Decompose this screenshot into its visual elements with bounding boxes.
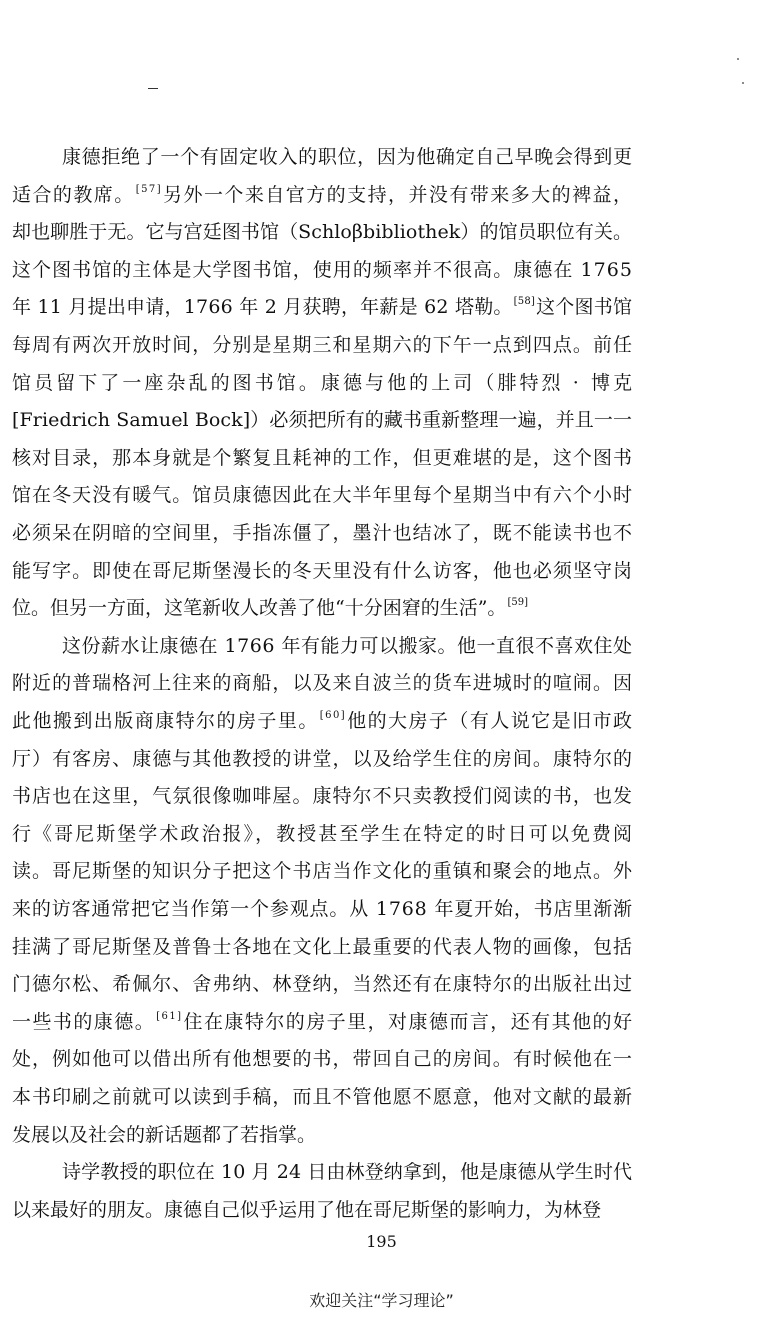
text-line xyxy=(12,1085,633,1109)
text-segment: 诗学教授的职位在 10 月 24 日由林登纳拿到，他是康德从学生时代 xyxy=(62,1161,633,1184)
footer-note: 欢迎关注“学习理论” xyxy=(309,1291,454,1310)
footnote-marker[interactable]: [57] xyxy=(135,183,163,195)
footnote-marker[interactable]: [61] xyxy=(156,1010,183,1022)
text-line xyxy=(12,1198,601,1222)
text-line xyxy=(12,784,633,808)
text-line xyxy=(12,596,529,620)
footnote-marker[interactable]: [58] xyxy=(513,296,536,308)
footnote-marker[interactable]: [59] xyxy=(507,597,528,609)
text-segment: 必须呆在阴暗的空间里，手指冻僵了，墨汁也结冰了，既不能读书也不 xyxy=(12,522,634,544)
text-line xyxy=(12,446,633,470)
text-line xyxy=(12,859,633,883)
text-line xyxy=(12,220,632,244)
text-line xyxy=(12,371,635,395)
text-line xyxy=(12,258,633,282)
text-segment: 能写字。即使在哥尼斯堡漫长的冬天里没有什么访客，他也必须坚守岗 xyxy=(12,559,634,582)
text-line xyxy=(12,1047,633,1071)
text-segment: 核对目录，那本身就是个繁复且耗神的工作，但更难堪的是，这个图书 xyxy=(12,446,634,469)
text-segment: [Friedrich Samuel Bock]）必须把所有的藏书重新整理一遍，并且一一 xyxy=(12,409,633,432)
text-segment: 此他搬到出版商康特尔的房子里。 xyxy=(12,710,319,732)
text-segment: 这个图书馆 xyxy=(536,296,633,319)
text-segment: 住在康特尔的房子里，对康德而言，还有其他的好 xyxy=(183,1010,634,1033)
text-segment: 来的访客通常把它当作第一个参观点。从 1768 年夏开始，书店里渐渐 xyxy=(12,898,633,920)
text-line xyxy=(12,333,633,357)
text-segment: 他的大房子（有人说它是旧市政 xyxy=(347,710,634,732)
text-segment: 读。哥尼斯堡的知识分子把这个书店当作文化的重镇和聚会的地点。外 xyxy=(12,860,634,883)
text-segment: 这份薪水让康德在 1766 年有能力可以搬家。他一直很不喜欢住处 xyxy=(62,634,633,657)
text-segment: 另外一个来自官方的支持，并没有带来多大的裨益， xyxy=(163,183,634,206)
text-segment: 附近的普瑞格河上往来的商船，以及来自波兰的货车进城时的喧闹。因 xyxy=(12,672,634,695)
scan-speck xyxy=(742,82,744,84)
text-segment: 以来最好的朋友。康德自己似乎运用了他在哥尼斯堡的影响力，为林登 xyxy=(12,1198,602,1221)
text-line xyxy=(12,483,633,507)
text-line xyxy=(12,935,633,959)
text-segment: 书店也在这里，气氛很像咖啡屋。康特尔不只卖教授们阅读的书，也发 xyxy=(12,785,634,808)
text-segment: 适合的教席。 xyxy=(12,183,135,206)
text-segment: 本书印刷之前就可以读到手稿，而且不管他愿不愿意，他对文献的最新 xyxy=(12,1086,634,1108)
text-segment: 门德尔松、希佩尔、舍弗纳、林登纳，当然还有在康特尔的出版社出过 xyxy=(12,973,634,996)
text-segment: 每周有两次开放时间，分别是星期三和星期六的下午一点到四点。前任 xyxy=(12,334,634,356)
header-mark xyxy=(148,88,158,89)
text-line xyxy=(12,747,633,771)
text-segment: 处，例如他可以借出所有他想要的书，带回自己的房间。有时候他在一 xyxy=(12,1048,634,1071)
paragraph-first-line xyxy=(62,634,633,658)
text-segment: 行《哥尼斯堡学术政治报》，教授甚至学生在特定的时日可以免费阅 xyxy=(12,822,635,845)
text-segment: 馆员留下了一座杂乱的图书馆。康德与他的上司（腓特烈 · 博克 xyxy=(12,371,636,394)
paragraph-first-line xyxy=(62,1160,632,1184)
text-line xyxy=(12,1010,633,1034)
footnote-marker[interactable]: [60] xyxy=(319,710,347,721)
text-segment: 位。但另一方面，这笔新收人改善了他“十分困窘的生活”。 xyxy=(12,597,507,620)
text-segment: 挂满了哥尼斯堡及普鲁士各地在文化上最重要的代表人物的画像，包括 xyxy=(12,935,634,958)
text-line xyxy=(12,1123,316,1147)
paragraph-first-line xyxy=(62,145,633,169)
text-segment: 康德拒绝了一个有固定收入的职位，因为他确定自己早晚会得到更 xyxy=(62,146,633,168)
text-line xyxy=(12,709,633,733)
text-segment: 却也聊胜于无。它与宫廷图书馆（Schloβbibliothek）的馆员职位有关。 xyxy=(12,221,633,244)
text-line xyxy=(12,183,633,207)
text-segment: 一些书的康德。 xyxy=(12,1010,156,1033)
text-line xyxy=(12,822,634,846)
text-line xyxy=(12,408,632,432)
scan-speck xyxy=(737,58,739,60)
text-segment: 这个图书馆的主体是大学图书馆，使用的频率并不很高。康德在 1765 xyxy=(12,258,634,281)
text-line xyxy=(12,671,633,695)
text-line xyxy=(12,559,633,583)
text-line xyxy=(12,521,633,545)
text-line xyxy=(12,972,633,996)
page-number: 195 xyxy=(366,1232,397,1251)
text-segment: 发展以及社会的新话题都了若指掌。 xyxy=(12,1123,317,1146)
text-line xyxy=(12,897,633,921)
text-segment: 馆在冬天没有暖气。馆员康德因此在大半年里每个星期当中有六个小时 xyxy=(12,484,634,507)
text-segment: 年 11 月提出申请，1766 年 2 月获聘，年薪是 62 塔勒。 xyxy=(12,296,513,319)
text-segment: 厅）有客房、康德与其他教授的讲堂，以及给学生住的房间。康特尔的 xyxy=(12,747,634,770)
text-line xyxy=(12,295,632,319)
